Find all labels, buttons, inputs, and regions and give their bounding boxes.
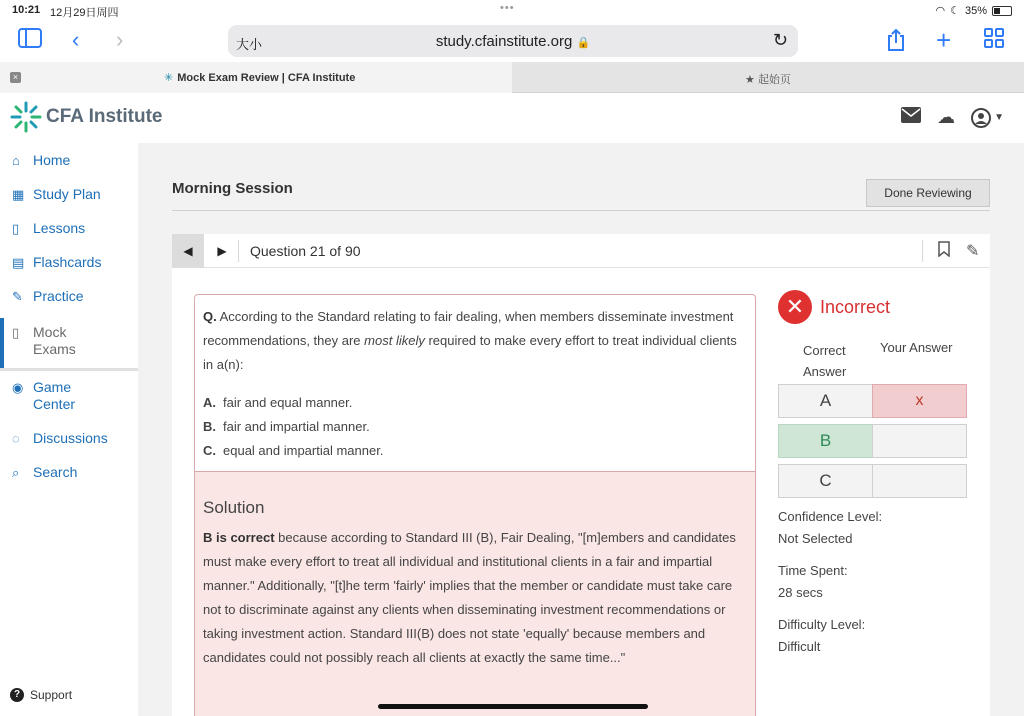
solution-heading: Solution <box>203 498 265 517</box>
tab-overview-icon[interactable] <box>984 28 1004 53</box>
main-content <box>138 143 1024 716</box>
your-answer-cell <box>872 424 967 458</box>
sidebar-item-label: Flashcards <box>33 254 102 270</box>
share-icon[interactable] <box>886 28 906 57</box>
cfa-logo[interactable] <box>10 101 162 133</box>
support-link[interactable] <box>10 688 72 702</box>
difficulty-info <box>778 614 978 658</box>
sidebar-item-mock-exams[interactable] <box>0 318 138 370</box>
tab-start-page[interactable] <box>745 71 791 87</box>
edit-icon: ✎ <box>12 289 23 304</box>
solution-box <box>194 471 756 716</box>
url-value: study.cfainstitute.org <box>435 33 573 50</box>
sidebar-item-game-center[interactable] <box>12 379 93 413</box>
answer-row-b <box>778 424 968 458</box>
tab-title <box>164 71 355 84</box>
sidebar-item-discussions[interactable] <box>12 430 108 447</box>
done-reviewing-button[interactable]: Done Reviewing <box>866 179 990 207</box>
url-text[interactable] <box>228 33 798 50</box>
option-cell: A <box>778 384 873 418</box>
cfa-logo-icon <box>10 101 42 133</box>
sidebar <box>0 143 138 716</box>
sidebar-item-lessons[interactable] <box>12 220 85 237</box>
document-icon: ▯ <box>12 325 20 340</box>
status-right <box>935 4 1012 17</box>
question-prefix: Q. <box>203 309 217 324</box>
multitask-dots-icon[interactable]: ••• <box>500 2 515 14</box>
your-answer-cell <box>872 464 967 498</box>
support-label: Support <box>30 688 73 702</box>
browser-toolbar <box>0 22 1024 62</box>
question-panel <box>172 268 990 716</box>
difficulty-value: Difficult <box>778 639 821 654</box>
wifi-icon: ◠ <box>935 5 946 17</box>
confidence-value: Not Selected <box>778 531 853 546</box>
home-indicator[interactable] <box>378 704 648 709</box>
result-panel <box>778 290 978 654</box>
back-icon[interactable]: ‹ <box>72 27 80 52</box>
question-box <box>194 294 756 472</box>
question-text-part2: required to make every effort to treat individual clients in a(n): <box>203 333 737 372</box>
site-header <box>0 93 1024 143</box>
choice-text: fair and impartial manner. <box>223 419 370 434</box>
option-cell: C <box>778 464 873 498</box>
chat-icon: ◌ <box>12 431 20 446</box>
sidebar-item-label: Lessons <box>33 220 86 236</box>
confidence-info <box>778 506 978 550</box>
bookmark-icon[interactable] <box>938 241 950 262</box>
sidebar-item-label: Discussions <box>33 430 108 446</box>
choice-text: fair and equal manner. <box>223 395 353 410</box>
browser-tabs <box>0 62 1024 93</box>
new-tab-icon[interactable]: + <box>936 25 952 55</box>
your-answer-header: Your Answer <box>880 340 953 355</box>
question-text <box>203 305 747 377</box>
question-text-part1: According to the Standard relating to fair dealing, when members disseminate investment recommendations, they are <box>203 309 734 348</box>
choice-letter: C. <box>203 443 216 458</box>
correct-answer-header: Correct Answer <box>803 343 847 379</box>
title-divider <box>172 210 990 211</box>
favicon-icon: ✳ <box>164 72 174 84</box>
lock-icon: 🔒 <box>576 37 591 49</box>
next-question-button[interactable]: ▶ <box>217 244 227 258</box>
book-icon: ▯ <box>12 221 20 236</box>
ios-status-bar <box>0 0 1024 22</box>
close-tab-icon[interactable]: × <box>10 72 21 83</box>
cards-icon: ▤ <box>12 255 25 270</box>
status-date: 12月29日周四 <box>50 7 119 19</box>
help-icon: ? <box>10 688 24 702</box>
moon-icon: ☾ <box>950 5 960 17</box>
search-icon: ⌕ <box>12 465 20 480</box>
battery-percent: 35% <box>964 4 987 17</box>
answer-row-c <box>778 464 968 498</box>
header-icons <box>901 106 1004 129</box>
sidebar-item-search[interactable] <box>12 464 77 481</box>
difficulty-label: Difficulty Level: <box>778 617 866 632</box>
time-label: Time Spent: <box>778 563 848 578</box>
choice-text: equal and impartial manner. <box>223 443 384 458</box>
sidebar-item-label: Practice <box>33 288 84 304</box>
solution-body: because according to Standard III (B), Fair Dealing, "[m]embers and candidates must make every effort to treat all individual and institutional clients in a fair and impartial manner." Additionally, "[t]he term 'fairly' implies that the member or candidate must take care not to discriminate against any clients when disseminating investment recommendations or taking investment action. Standard III(B) does not state 'equally' because members and candidates could not possibly reach all clients at exactly the same time..." <box>203 530 736 665</box>
account-icon[interactable] <box>971 108 1004 128</box>
status-time: 10:21 <box>12 4 41 16</box>
chevron-down-icon: ▼ <box>994 112 1004 123</box>
solution-text <box>203 526 747 670</box>
battery-icon <box>992 6 1012 16</box>
choice-letter: A. <box>203 395 216 410</box>
gamepad-icon: ◉ <box>12 380 24 395</box>
sidebar-divider <box>0 368 138 371</box>
forward-icon[interactable]: › <box>116 27 124 52</box>
text-size-button[interactable]: 大小 <box>236 37 263 52</box>
previous-question-button[interactable]: ◀ <box>172 234 204 268</box>
mail-icon[interactable] <box>901 106 921 129</box>
logo-text: CFA Institute <box>46 106 163 127</box>
question-nav-bar <box>172 234 990 268</box>
sidebar-item-home[interactable] <box>12 152 70 169</box>
sidebar-item-study-plan[interactable] <box>12 186 101 203</box>
star-icon: ★ <box>745 74 755 86</box>
incorrect-icon: ✕ <box>778 290 812 324</box>
sidebar-item-label: Game Center <box>33 379 76 412</box>
choice-c <box>203 439 747 463</box>
option-cell: B <box>778 424 873 458</box>
sidebar-item-label: Search <box>33 464 78 480</box>
choice-letter: B. <box>203 419 216 434</box>
time-value: 28 secs <box>778 585 823 600</box>
calendar-icon: ▦ <box>12 187 25 202</box>
your-answer-cell: x <box>872 384 967 418</box>
address-bar[interactable] <box>228 25 798 57</box>
time-info <box>778 560 978 604</box>
reload-icon[interactable]: ↻ <box>772 30 788 50</box>
sidebar-item-mock-exams-content <box>12 324 93 358</box>
page-title: Morning Session <box>172 180 293 197</box>
answer-row-a <box>778 384 968 418</box>
nav-separator <box>238 240 239 262</box>
question-counter: Question 21 of 90 <box>250 243 361 259</box>
sidebar-item-label: Study Plan <box>33 186 101 202</box>
pencil-icon[interactable]: ✎ <box>966 243 980 260</box>
nav-separator <box>922 240 923 262</box>
sidebar-item-flashcards[interactable] <box>12 254 101 271</box>
tab-mock-exam-review[interactable] <box>0 62 512 93</box>
choice-b <box>203 415 747 439</box>
home-icon: ⌂ <box>12 153 20 168</box>
sidebar-item-practice[interactable] <box>12 288 84 305</box>
result-status <box>778 290 978 324</box>
answer-choices <box>203 391 747 463</box>
sidebar-item-label: Home <box>33 152 71 168</box>
result-status-label: Incorrect <box>820 296 891 317</box>
tab-title-text: Mock Exam Review | CFA Institute <box>177 71 356 84</box>
question-emphasis: most likely <box>364 333 425 348</box>
choice-a <box>203 391 747 415</box>
sidebar-toggle-icon[interactable] <box>18 28 42 53</box>
cloud-download-icon[interactable]: ☁ <box>937 107 956 127</box>
sidebar-item-label: Mock Exams <box>33 324 76 357</box>
solution-lead: B is correct <box>203 530 275 545</box>
tab-start-page-label: 起始页 <box>757 74 791 86</box>
confidence-label: Confidence Level: <box>778 509 883 524</box>
